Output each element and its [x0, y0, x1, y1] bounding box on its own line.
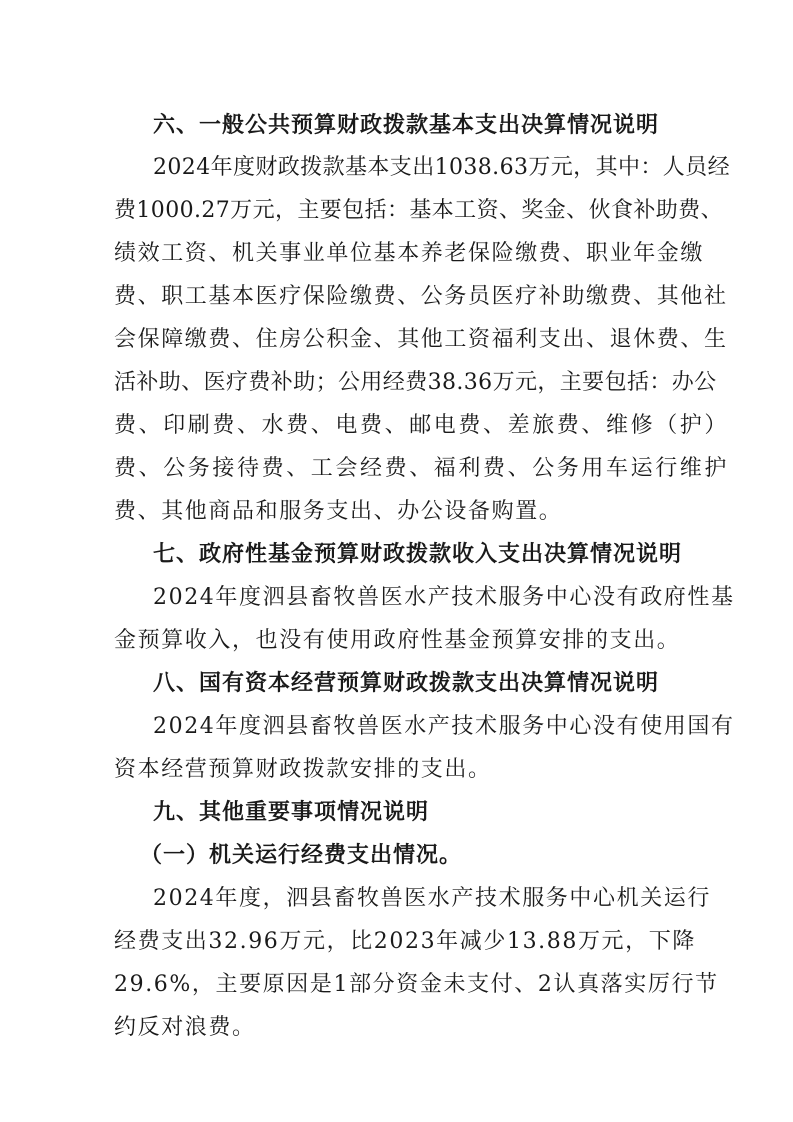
paragraph-line: 费、职工基本医疗保险缴费、公务员医疗补助缴费、其他社 — [114, 284, 728, 309]
section-heading-7: 七、政府性基金预算财政拨款收入支出决算情况说明 — [153, 542, 683, 567]
paragraph-line: 2024年度，泗县畜牧兽医水产技术服务中心机关运行 — [153, 886, 711, 911]
paragraph-line: 费、印刷费、水费、电费、邮电费、差旅费、维修（护） — [114, 413, 730, 438]
section-heading-9: 九、其他重要事项情况说明 — [153, 800, 430, 825]
subsection-heading-1: （一）机关运行经费支出情况。 — [140, 843, 463, 868]
paragraph-line: 费、其他商品和服务支出、办公设备购置。 — [114, 499, 563, 524]
paragraph-line: 会保障缴费、住房公积金、其他工资福利支出、退休费、生 — [114, 327, 728, 352]
paragraph-line: 29.6%，主要原因是1部分资金未支付、2认真落实厉行节 — [114, 972, 719, 997]
paragraph-line: 活补助、医疗费补助；公用经费38.36万元，主要包括：办公 — [114, 370, 717, 395]
paragraph-line: 2024年度财政拨款基本支出1038.63万元，其中：人员经 — [153, 155, 730, 180]
section-heading-6: 六、一般公共预算财政拨款基本支出决算情况说明 — [153, 113, 660, 138]
paragraph-line: 金预算收入，也没有使用政府性基金预算安排的支出。 — [114, 628, 681, 653]
paragraph-line: 费1000.27万元，主要包括：基本工资、奖金、伙食补助费、 — [114, 198, 723, 223]
paragraph-line: 2024年度泗县畜牧兽医水产技术服务中心没有使用国有 — [153, 714, 735, 739]
section-heading-8: 八、国有资本经营预算财政拨款支出决算情况说明 — [153, 671, 660, 696]
paragraph-line: 资本经营预算财政拨款安排的支出。 — [114, 757, 492, 782]
paragraph-line: 约反对浪费。 — [114, 1015, 256, 1040]
paragraph-line: 费、公务接待费、工会经费、福利费、公务用车运行维护 — [114, 456, 730, 481]
paragraph-line: 绩效工资、机关事业单位基本养老保险缴费、职业年金缴 — [114, 241, 705, 266]
paragraph-line: 经费支出32.96万元，比2023年减少13.88万元，下降 — [114, 929, 696, 954]
paragraph-line: 2024年度泗县畜牧兽医水产技术服务中心没有政府性基 — [153, 585, 735, 610]
